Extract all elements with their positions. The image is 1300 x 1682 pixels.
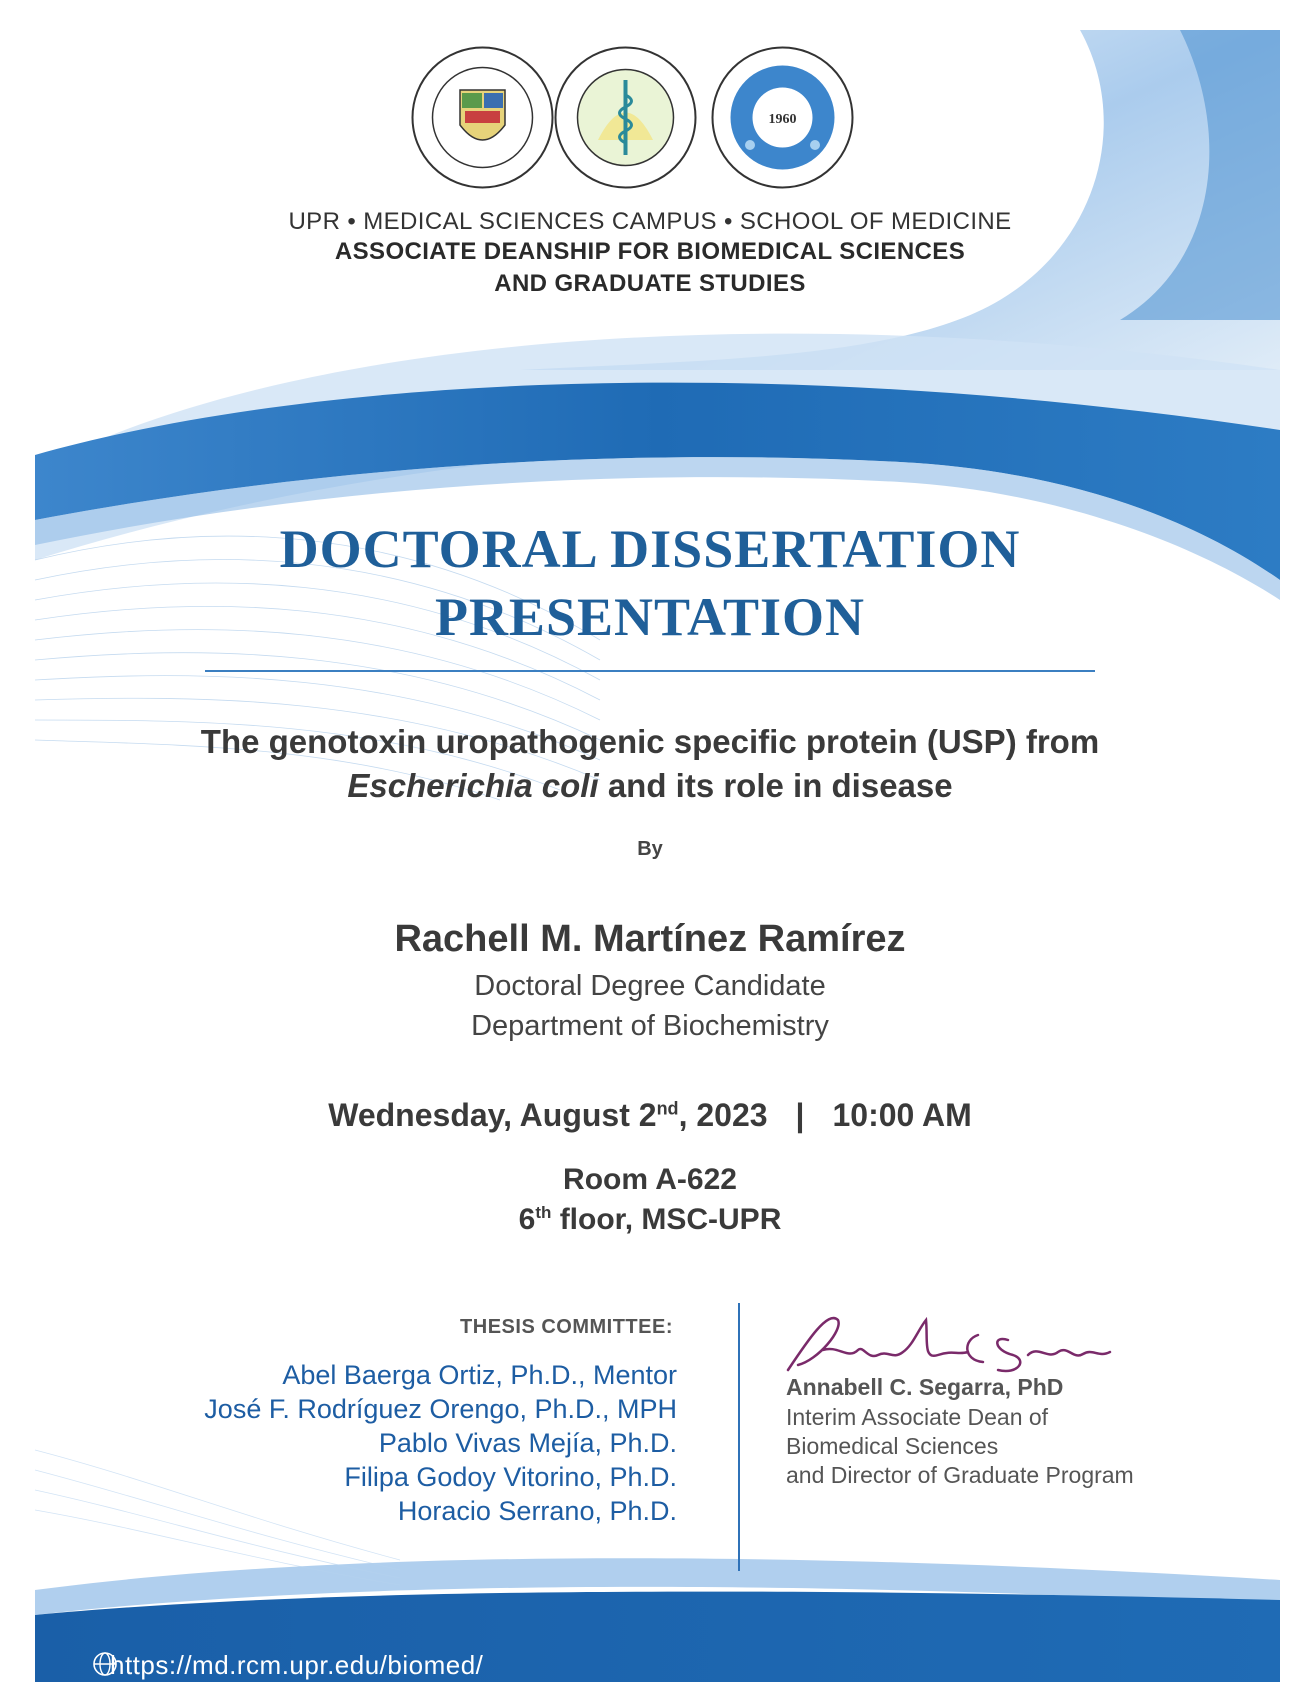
signatory-title-1: Interim Associate Dean of [786, 1404, 1049, 1430]
title-line-2: PRESENTATION [434, 587, 866, 647]
committee-label: THESIS COMMITTEE: [460, 1316, 673, 1338]
thesis-title-rest: and its role in disease [598, 767, 953, 804]
candidate-department: Department of Biochemistry [471, 1010, 829, 1042]
event-room: Room A-622 [563, 1163, 737, 1196]
thesis-title-line-2 [0, 767, 1300, 805]
title-divider [205, 670, 1095, 672]
committee-list [204, 1358, 677, 1528]
event-floor [0, 1203, 1300, 1237]
date-year: , 2023 [678, 1097, 768, 1133]
event-date-time [0, 1097, 1300, 1134]
institution-line: UPR • MEDICAL SCIENCES CAMPUS • SCHOOL OF MEDICINE [288, 208, 1012, 235]
floor-ordinal: th [535, 1203, 552, 1222]
committee-member: Pablo Vivas Mejía, Ph.D. [378, 1428, 677, 1458]
svg-text:1960: 1960 [768, 112, 797, 127]
website-link[interactable]: https://md.rcm.upr.edu/biomed/ [110, 1650, 484, 1680]
title-line-1: DOCTORAL DISSERTATION [279, 519, 1021, 579]
deanship-line: ASSOCIATE DEANSHIP FOR BIOMEDICAL SCIENCES [334, 238, 966, 265]
graduate-studies-line: AND GRADUATE STUDIES [494, 270, 806, 297]
date-ordinal: nd [656, 1098, 679, 1119]
floor-location: floor, MSC-UPR [551, 1203, 782, 1236]
column-divider [738, 1303, 740, 1571]
date-time-separator: | [795, 1097, 805, 1133]
logo-row [0, 45, 1300, 195]
signatory-title-2: Biomedical Sciences [786, 1433, 999, 1459]
escuela-medicina-logo [553, 45, 698, 190]
signatory-name: Annabell C. Segarra, PhD [786, 1374, 1064, 1400]
committee-member: Filipa Godoy Vitorino, Ph.D. [344, 1462, 677, 1492]
candidate-name: Rachell M. Martínez Ramírez [394, 918, 906, 960]
organism-name: Escherichia coli [347, 767, 599, 804]
event-time: 10:00 AM [832, 1097, 972, 1133]
committee-member: José F. Rodríguez Orengo, Ph.D., MPH [204, 1394, 677, 1424]
floor-number: 6 [518, 1203, 536, 1236]
by-label: By [637, 838, 663, 860]
biomedical-division-logo [710, 45, 855, 190]
date-text: Wednesday, August 2 [328, 1097, 657, 1133]
candidate-role: Doctoral Degree Candidate [474, 970, 826, 1002]
thesis-title-line-1: The genotoxin uropathogenic specific protein (USP) from [200, 723, 1100, 760]
event-date [328, 1097, 767, 1133]
rcm-seal-logo [410, 45, 555, 190]
committee-member: Horacio Serrano, Ph.D. [397, 1496, 677, 1526]
committee-member: Abel Baerga Ortiz, Ph.D., Mentor [282, 1360, 677, 1390]
signatory-title-3: and Director of Graduate Program [786, 1462, 1134, 1488]
